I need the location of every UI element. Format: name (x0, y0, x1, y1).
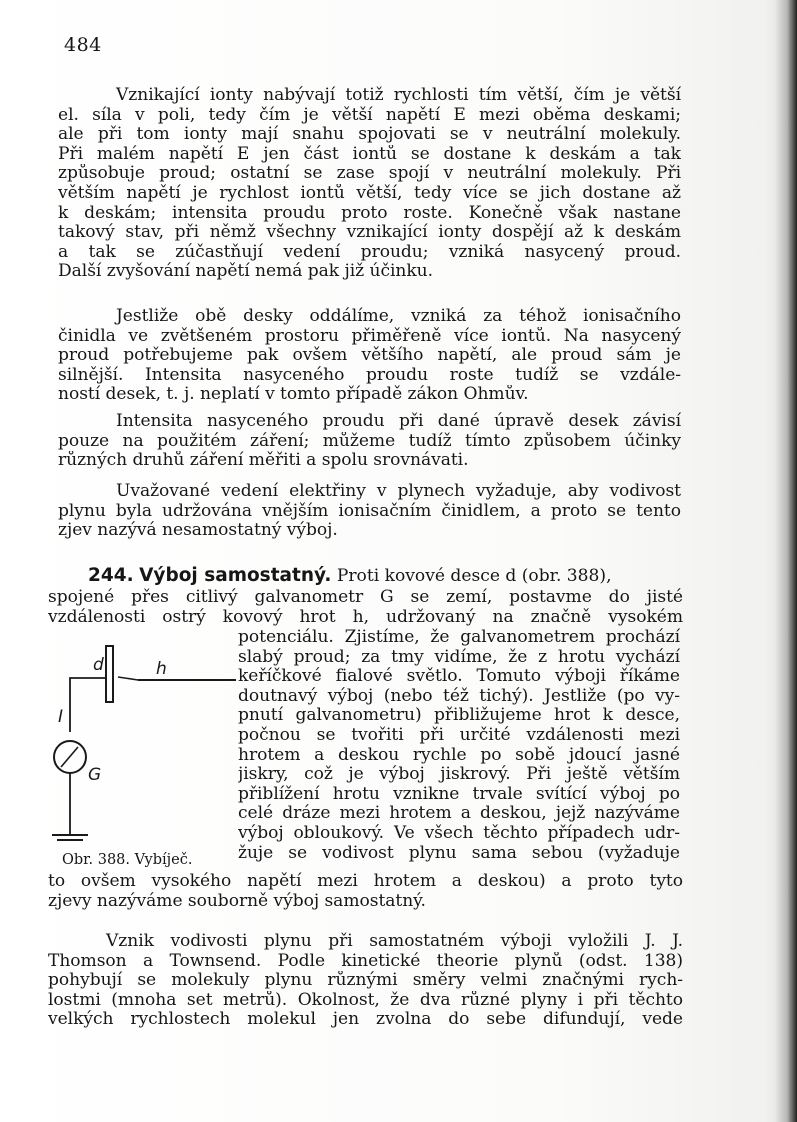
text-line: k deskám; intensita proudu proto roste. Konečně však nastane (58, 203, 681, 223)
text-line: způsobuje proud; ostatní se zase spojí v neutrální molekuly. Při (58, 164, 681, 184)
text-line: hrotem a deskou rychle po sobě jdoucí jasné (238, 745, 680, 765)
plate-d (106, 646, 113, 702)
text-line: Uvažované vedení elektřiny v plynech vyžaduje, aby vodivost (116, 482, 681, 501)
label-g: G (88, 765, 102, 785)
text-line: Intensita nasyceného proudu při dané úpravě desek závisí (116, 412, 681, 431)
section-lines-beside-figure (238, 628, 680, 863)
text-line: proud potřebujeme pak ovšem většího napětí, ale proud sám je (58, 346, 681, 366)
text-line: zjevy nazýváme souborně výboj samostatný. (48, 891, 426, 911)
discharger-diagram (40, 640, 240, 880)
text-line: potenciálu. Zjistíme, že galvanometrem prochází (238, 628, 680, 647)
paragraph-non-self-sustained (58, 482, 681, 541)
text-line: Při malém napětí E jen část iontů se dostane k deskám a tak (58, 144, 681, 164)
text-line: pouze na použitém záření; můžeme tudíž tímto způsobem účinky (58, 431, 681, 451)
paragraph-plate-distance (58, 307, 681, 405)
text-line: Jestliže obě desky oddálíme, vzniká za téhož ionisačního (116, 307, 681, 326)
label-i: I (58, 707, 64, 727)
text-fragment: el. síla v poli, tedy čím je větší napětí E mezi oběma deskami; (58, 105, 681, 125)
point-h-tip (118, 677, 138, 680)
section-lines-after-figure (48, 872, 683, 911)
text-line: spojené přes citlivý galvanometr G se zemí, postavme do jisté (48, 588, 683, 607)
section-lines-full (48, 588, 683, 627)
page-binding-shadow (775, 0, 797, 1122)
text-line: přiblížení hrotu vznikne trvale svítící výboj po (238, 784, 680, 804)
text-line: silnější. Intensita nasyceného proudu roste tudíž se vzdále- (58, 365, 681, 385)
text-line: velkých rychlostech molekul jen zvolna do sebe difundují, vede (48, 1010, 683, 1030)
text-line: činidla ve zvětšeném prostoru přiměřeně více iontů. Na nasycený (58, 326, 681, 346)
paragraph-kinetic-theory (48, 932, 683, 1030)
text-line: žuje se vodivost plynu sama sebou (vyžaduje (238, 843, 680, 863)
page-number: 484 (64, 34, 102, 56)
text-line: celé dráze mezi hrotem a deskou, jejž nazýváme (238, 804, 680, 824)
text-line: keříčkové fialové světlo. Tomuto výboji říkáme (238, 667, 680, 687)
text-line: ale při tom ionty mají snahu spojovati se v neutrální molekuly. (58, 125, 681, 145)
text-line: počnou se tvořiti při určité vzdálenosti mezi (238, 725, 680, 745)
text-line: zjev nazývá nesamostatný výboj. (58, 521, 338, 541)
section-heading (50, 566, 680, 586)
text-line: Vznik vodivosti plynu při samostatném výboji vyložili J. J. (106, 932, 683, 951)
text-line: to ovšem vysokého napětí mezi hrotem a deskou) a proto tyto (48, 872, 683, 891)
text-line: a tak se zúčastňují vedení proudu; vzniká nasycený proud. (58, 242, 681, 262)
figure-caption: Obr. 388. Vybíječ. (62, 852, 193, 868)
text-line: větším napětí je rychlost iontů větší, tedy více se jich dostane až (58, 183, 681, 203)
text-line: plynu byla udržována vnějším ionisačním činidlem, a proto se tento (58, 501, 681, 521)
text-line: takový stav, při němž všechny vznikající ionty dospějí až k deskám (58, 223, 681, 243)
text-line: pnutí galvanometru) přibližujeme hrot k desce, (238, 706, 680, 726)
label-h: h (156, 659, 167, 679)
text-line: lostmi (mnoha set metrů). Okolnost, že dva různé plyny i při těchto (48, 990, 683, 1010)
text-line: ností desek, t. j. neplatí v tomto případě zákon Ohmův. (58, 385, 529, 405)
text-line (58, 106, 681, 126)
text-line: pohybují se molekuly plynu různými směry velmi značnými rych- (48, 971, 683, 991)
paragraph-saturated-current (58, 412, 681, 471)
section-intro: Proti kovové desce d (obr. 388), (336, 566, 612, 586)
text-line: Další zvyšování napětí nemá pak již účinku. (58, 262, 434, 282)
text-line: různých druhů záření měřiti a spolu srovnávati. (58, 451, 469, 471)
paragraph-ion-velocity (58, 86, 681, 282)
wire-plate (70, 678, 106, 732)
section-title: Výboj samostatný. (139, 565, 332, 586)
text-line: Vznikající ionty nabývají totiž rychlosti tím větší, čím je větší (116, 86, 681, 105)
text-line: vzdálenosti ostrý kovový hrot h, udržovaný na značně vysokém (48, 607, 683, 627)
text-line: výboj obloukový. Ve všech těchto případech udr- (238, 823, 680, 843)
text-line: jiskry, což je výboj jiskrový. Při ještě větším (238, 765, 680, 785)
galvanometer-needle (61, 747, 78, 767)
figure-discharger (40, 640, 240, 880)
section-number: 244. (88, 565, 134, 586)
text-line: slabý proud; za tmy vidíme, že z hrotu vychází (238, 647, 680, 667)
label-d: d (93, 655, 104, 675)
text-line: Thomson a Townsend. Podle kinetické theorie plynů (odst. 138) (48, 951, 683, 971)
text-line: doutnavý výboj (nebo též tichý). Jestliže (po vy- (238, 686, 680, 706)
